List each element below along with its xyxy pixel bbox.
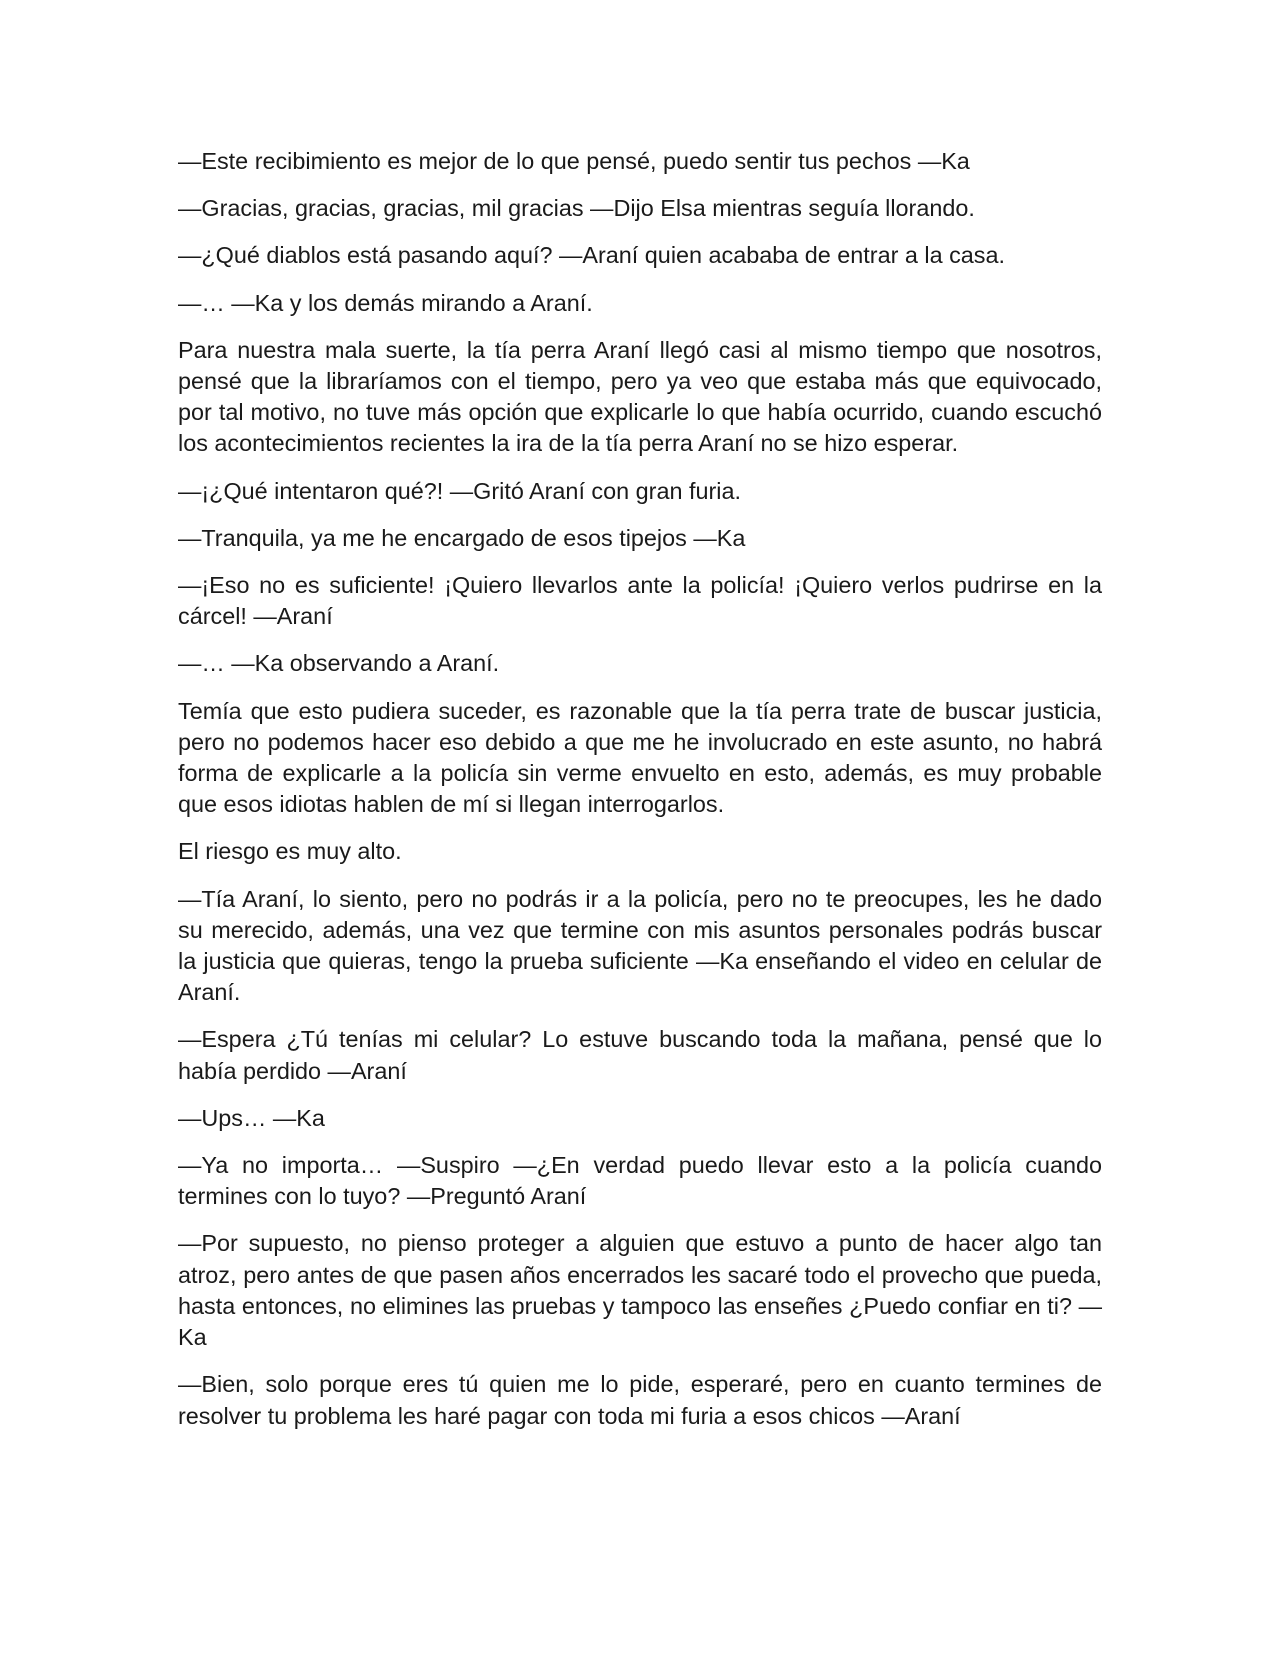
paragraph: —Tía Araní, lo siento, pero no podrás ir a la policía, pero no te preocupes, les he dado su merecido, además, una vez que termine con mis asuntos personales podrás buscar la justicia que quieras, tengo la prueba suficiente —Ka enseñando el video en celular de Araní. [178,885,1102,1006]
paragraph: —¡Eso no es suficiente! ¡Quiero llevarlos ante la policía! ¡Quiero verlos pudrirse en la cárcel! —Araní [178,572,1102,630]
paragraph: —Ya no importa… —Suspiro —¿En verdad puedo llevar esto a la policía cuando termines con lo tuyo? —Preguntó Araní [178,1152,1102,1210]
paragraph: —Espera ¿Tú tenías mi celular? Lo estuve buscando toda la mañana, pensé que lo había perdido —Araní [178,1026,1102,1084]
paragraph: —… —Ka observando a Araní. [178,650,500,677]
paragraph: —Este recibimiento es mejor de lo que pensé, puedo sentir tus pechos —Ka [178,148,970,174]
paragraph: —… —Ka y los demás mirando a Araní. [178,289,593,316]
document-body [178,146,1102,1448]
paragraph: El riesgo es muy alto. [178,838,402,865]
paragraph: —Tranquila, ya me he encargado de esos tipejos —Ka [178,524,746,551]
paragraph: —Gracias, gracias, gracias, mil gracias —Dijo Elsa mientras seguía llorando. [178,195,975,222]
paragraph: —¿Qué diablos está pasando aquí? —Araní quien acababa de entrar a la casa. [178,242,1006,269]
paragraph: —¡¿Qué intentaron qué?! —Gritó Araní con gran furia. [178,477,741,504]
paragraph: —Bien, solo porque eres tú quien me lo pide, esperaré, pero en cuanto termines de resolver tu problema les haré pagar con toda mi furia a esos chicos —Araní [178,1371,1102,1429]
paragraph: Temía que esto pudiera suceder, es razonable que la tía perra trate de buscar justicia, pero no podemos hacer eso debido a que me he involucrado en este asunto, no habrá forma de explicarle a la policía sin verme envuelto en esto, además, es muy probable que esos idiotas hablen de mí si llegan interrogarlos. [178,697,1102,818]
paragraph: Para nuestra mala suerte, la tía perra Araní llegó casi al mismo tiempo que nosotros, pensé que la libraríamos con el tiempo, pero ya veo que estaba más que equivocado, por tal motivo, no tuve más opción que explicarle lo que había ocurrido, cuando escuchó los acontecimientos recientes la ira de la tía perra Araní no se hizo esperar. [178,336,1102,457]
paragraph: —Ups… —Ka [178,1104,325,1131]
paragraph: —Por supuesto, no pienso proteger a alguien que estuvo a punto de hacer algo tan atroz, pero antes de que pasen años encerrados les sacaré todo el provecho que pueda, hasta entonces, no elimines las pruebas y tampoco las enseñes ¿Puedo confiar en ti? —Ka [178,1230,1102,1351]
